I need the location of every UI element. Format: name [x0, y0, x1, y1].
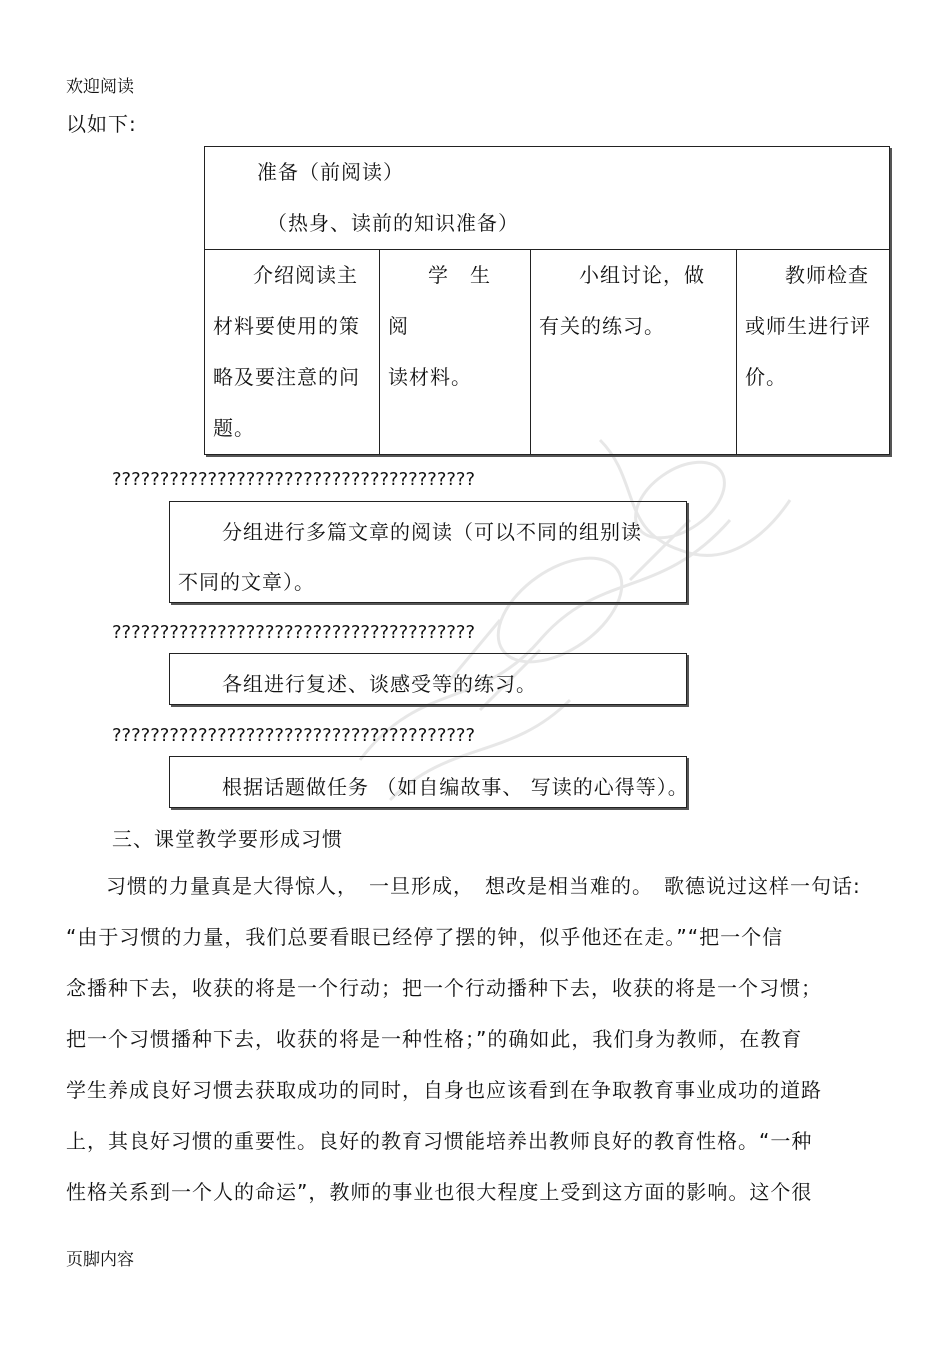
preparation-table [204, 146, 890, 455]
cell-line: 学 生 阅 [388, 263, 512, 338]
box2-text: 各组进行复述、谈感受等的练习。 [222, 672, 537, 696]
box1-line2: 不同的文章）。 [178, 570, 315, 594]
prep-header-cell [205, 147, 890, 250]
prep-cell-student-read [380, 250, 531, 455]
cell-line: 题。 [213, 416, 255, 440]
section-heading: 三、课堂教学要形成习惯 [112, 827, 343, 851]
page-header: 欢迎阅读 [66, 77, 134, 97]
topic-task-box [169, 756, 687, 808]
prep-title: 准备（前阅读） [257, 160, 404, 184]
box3-text: 根据话题做任务 （如自编故事、 写读的心得等）。 [222, 775, 689, 799]
intro-text: 以如下: [66, 112, 137, 136]
cell-line: 读材料。 [388, 365, 472, 389]
cell-line: 有关的练习。 [539, 314, 665, 338]
placeholder-line-1: ?????????????????????????????????????? [112, 469, 476, 490]
body-line: 习惯的力量真是大得惊人， 一旦形成， 想改是相当难的。 歌德说过这样一句话: [106, 874, 861, 898]
placeholder-line-2: ?????????????????????????????????????? [112, 622, 476, 643]
box1-line1: 分组进行多篇文章的阅读（可以不同的组别读 [222, 520, 642, 544]
cell-line: 介绍阅读主 [253, 263, 358, 287]
prep-cell-group-discuss [531, 250, 737, 455]
page-footer: 页脚内容 [66, 1250, 134, 1270]
body-line: 上，其良好习惯的重要性。良好的教育习惯能培养出教师良好的教育性格。“一种 [66, 1129, 813, 1153]
body-line: “由于习惯的力量，我们总要看眼已经停了摆的钟，似乎他还在走。”“把一个信 [66, 925, 784, 949]
body-line: 性格关系到一个人的命运”，教师的事业也很大程度上受到这方面的影响。这个很 [66, 1180, 813, 1204]
cell-line: 教师检查 [785, 263, 869, 287]
body-line: 学生养成良好习惯去获取成功的同时，自身也应该看到在争取教育事业成功的道路 [66, 1078, 822, 1102]
cell-line: 材料要使用的策 [213, 314, 360, 338]
prep-cell-teacher-check [737, 250, 890, 455]
cell-line: 价。 [745, 365, 787, 389]
body-paragraph [66, 861, 866, 1218]
body-line: 念播种下去，收获的将是一个行动；把一个行动播种下去，收获的将是一个习惯； [66, 976, 822, 1000]
cell-line: 或师生进行评 [745, 314, 871, 338]
cell-line: 小组讨论，做 [579, 263, 705, 287]
placeholder-line-3: ?????????????????????????????????????? [112, 725, 476, 746]
reading-task-box [169, 501, 687, 603]
prep-cell-teacher-intro [205, 250, 380, 455]
prep-subtitle: （热身、读前的知识准备） [267, 211, 519, 235]
body-line: 把一个习惯播种下去，收获的将是一种性格；”的确如此，我们身为教师，在教育 [66, 1027, 803, 1051]
cell-line: 略及要注意的问 [213, 365, 360, 389]
retell-task-box [169, 653, 687, 705]
